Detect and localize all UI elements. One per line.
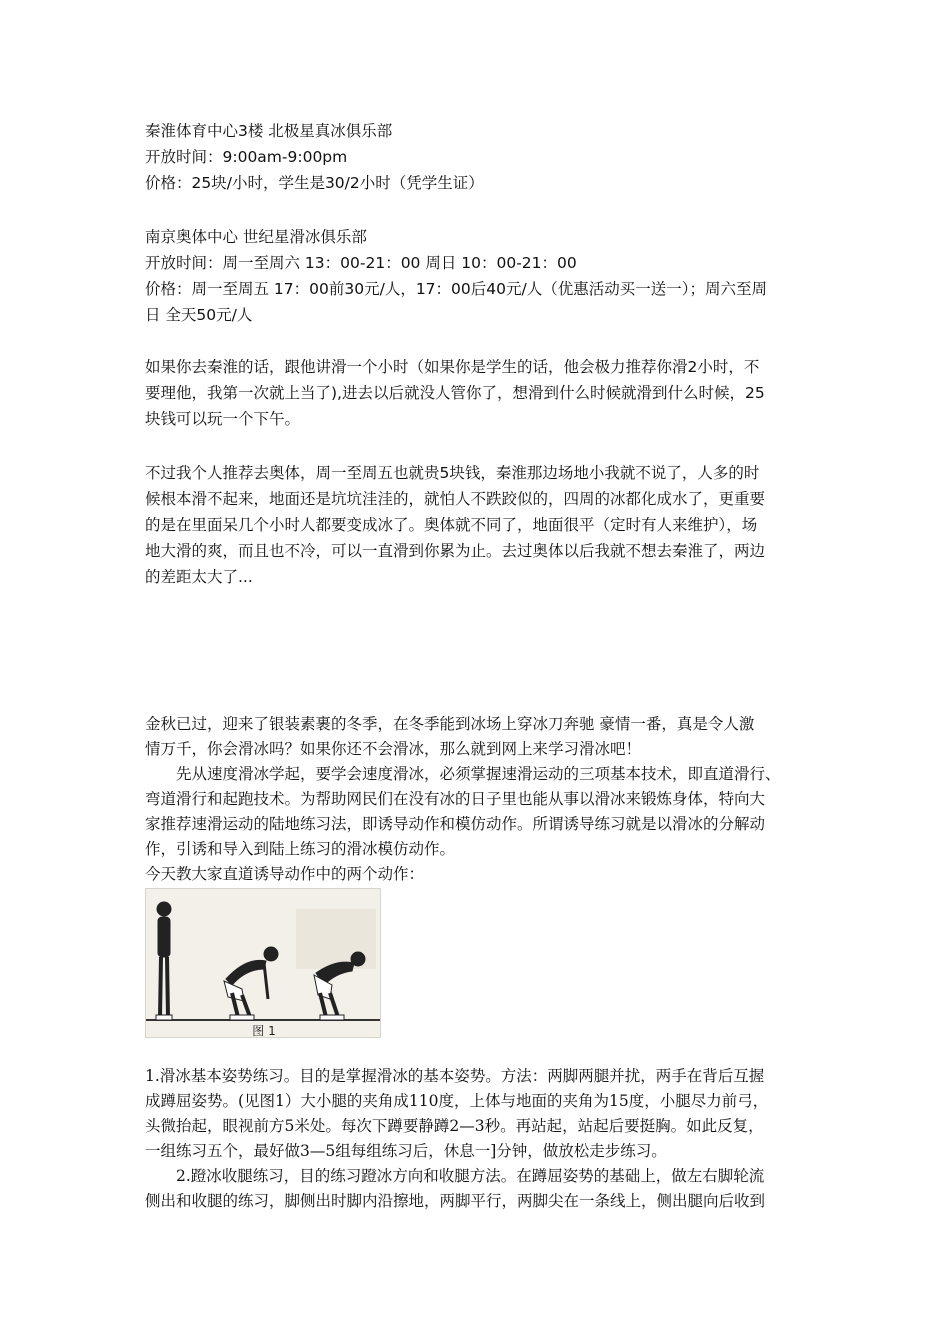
standing-figure (156, 902, 172, 1020)
text-line: 的是在里面呆几个小时人都要变成冰了。奥体就不同了，地面很平（定时有人来维护），场 (145, 516, 758, 534)
exercise-1 (145, 1064, 810, 1164)
club2-price-line: 价格：周一至周五 17：00前30元/人，17：00后40元/人（优惠活动买一送一）；周六至周 (145, 280, 767, 298)
text-line: 地大滑的爽，而且也不冷，可以一直滑到你累为止。去过奥体以后我就不想去秦淮了，两边 (145, 542, 766, 560)
article-lead (145, 862, 810, 887)
text-line: 侧出和收腿的练习，脚侧出时脚内沿擦地，两脚平行，两脚尖在一条线上，侧出腿向后收到 (145, 1192, 766, 1210)
text-line: 金秋已过，迎来了银装素裹的冬季，在冬季能到冰场上穿冰刀奔驰 豪情一番，真是令人激 (145, 715, 755, 733)
text-line: 情万千，你会滑冰吗？如果你还不会滑冰，那么就到网上来学习滑冰吧！ (145, 740, 642, 758)
text-line: 成蹲屈姿势。(见图1）大小腿的夹角成110度，上体与地面的夹角为15度，小腿尽力前弓， (145, 1092, 769, 1110)
text-line: 的差距太大了... (145, 568, 253, 586)
club2-title: 南京奥体中心 世纪星滑冰俱乐部 (145, 228, 367, 246)
figure-caption: 图 1 (252, 1024, 276, 1038)
text-line: 弯道滑行和起跑技术。为帮助网民们在没有冰的日子里也能从事以滑冰来锻炼身体，特向大 (145, 790, 766, 808)
club1-info (145, 118, 810, 196)
skating-posture-illustration (146, 889, 381, 1038)
paragraph-qinhuai (145, 354, 810, 432)
text-line: 作，引诱和导入到陆上练习的滑冰模仿动作。 (145, 840, 456, 858)
crouching-figure-side (224, 947, 278, 1020)
club1-hours: 开放时间：9:00am-9:00pm (145, 148, 348, 166)
article-paragraph-2 (145, 762, 810, 862)
club1-title: 秦淮体育中心3楼 北极星真冰俱乐部 (145, 122, 393, 140)
text-line: 今天教大家直道诱导动作中的两个动作： (145, 865, 425, 883)
text-line: 头微抬起，眼视前方5米处。每次下蹲要静蹲2—3秒。再站起，站起后要挺胸。如此反复， (145, 1117, 764, 1135)
text-line: 先从速度滑冰学起，要学会速度滑冰，必须掌握速滑运动的三项基本技术，即直道滑行、 (176, 765, 781, 783)
text-line: 候根本滑不起来，地面还是坑坑洼洼的，就怕人不跌跤似的，四周的冰都化成水了，更重要 (145, 490, 766, 508)
text-line: 1.滑冰基本姿势练习。目的是掌握滑冰的基本姿势。方法：两脚两腿并扰，两手在背后互握 (145, 1067, 765, 1085)
text-line: 要理他，我第一次就上当了),进去以后就没人管你了，想滑到什么时候就滑到什么时候，25 (145, 384, 765, 402)
club2-info (145, 224, 810, 328)
text-line: 2.蹬冰收腿练习，目的练习蹬冰方向和收腿方法。在蹲屈姿势的基础上，做左右脚轮流 (176, 1167, 765, 1185)
text-line: 一组练习五个，最好做3—5组每组练习后，休息一]分钟，做放松走步练习。 (145, 1142, 667, 1160)
paragraph-recommend (145, 460, 810, 590)
figure-1-image (145, 888, 381, 1038)
text-line: 不过我个人推荐去奥体，周一至周五也就贵5块钱，秦淮那边场地小我就不说了，人多的时 (145, 464, 760, 482)
club2-hours: 开放时间：周一至周六 13：00-21：00 周日 10：00-21：00 (145, 254, 577, 272)
article-intro (145, 712, 810, 762)
club2-price-line: 日 全天50元/人 (145, 306, 253, 324)
text-line: 块钱可以玩一个下午。 (145, 410, 301, 428)
exercise-2 (145, 1164, 810, 1214)
text-line: 家推荐速滑运动的陆地练习法，即诱导动作和模仿动作。所谓诱导练习就是以滑冰的分解动 (145, 815, 766, 833)
text-line: 如果你去秦淮的话，跟他讲滑一个小时（如果你是学生的话，他会极力推荐你滑2小时，不 (145, 358, 760, 376)
club1-price: 价格：25块/小时，学生是30/2小时（凭学生证） (145, 174, 484, 192)
